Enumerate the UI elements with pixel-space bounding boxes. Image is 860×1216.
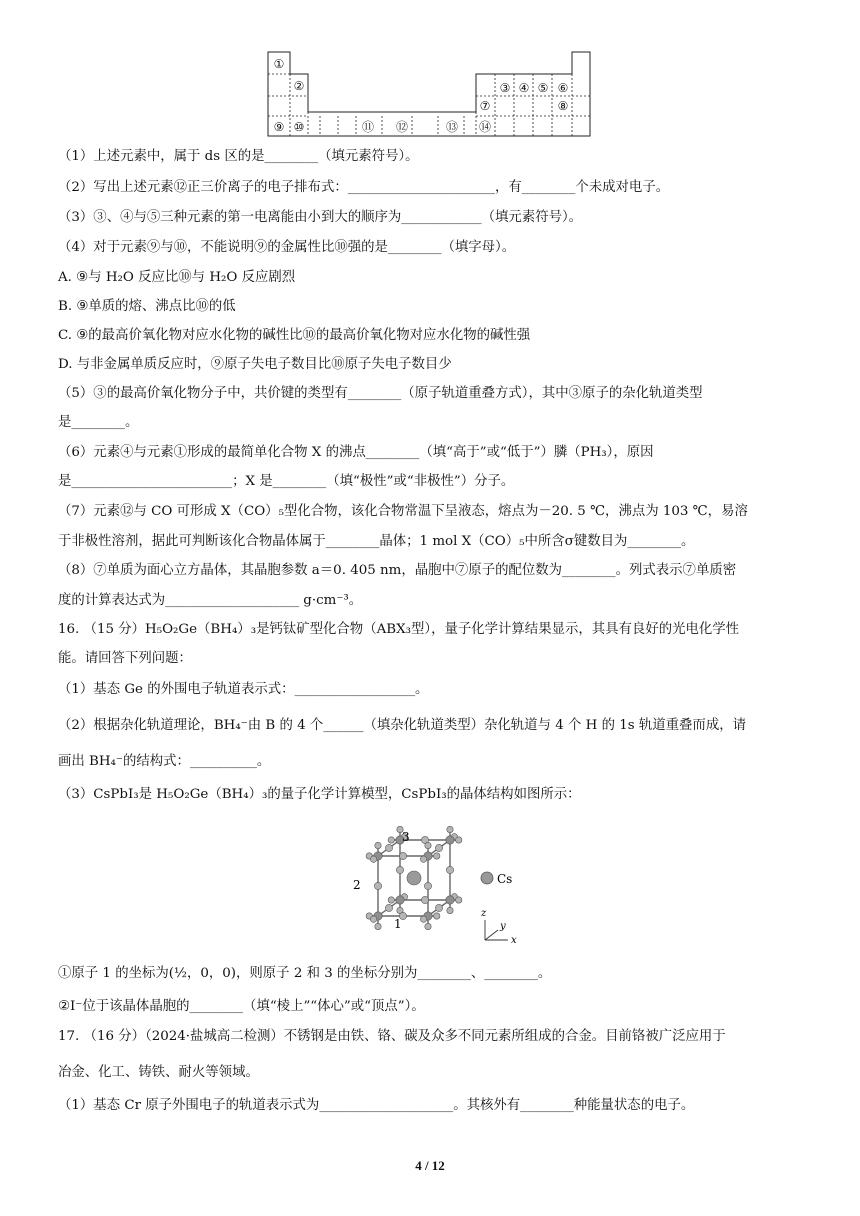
- q15-4-option-d: D. 与非金属单质反应时，⑨原子失电子数目比⑩原子失电子数目少: [58, 357, 452, 372]
- ptable-label-6: ⑥: [557, 81, 569, 95]
- lattice-atom: [447, 826, 453, 832]
- q15-6: （6）元素④与元素①形成的最简单化合物 X 的沸点________（填“高于”或“低于”）膦（PH₃），原因: [58, 445, 654, 460]
- ptable-label-10: ⑩: [293, 120, 305, 134]
- q16-title-cont: 能。请回答下列问题：: [58, 651, 192, 666]
- axis-y: y: [500, 921, 506, 932]
- ptable-label-8: ⑧: [557, 99, 569, 113]
- q16-title: 16. （15 分）H₅O₂Ge（BH₄）₃是钙钛矿型化合物（ABX₃型），量子化学计算结果显示，其具有良好的光电化学性: [58, 622, 740, 637]
- ptable-label-3: ③: [499, 81, 511, 95]
- lattice-atom: [435, 844, 442, 851]
- lattice-atom: [374, 882, 381, 889]
- q15-8-cont: 度的计算表达式为____________________ g·cm⁻³。: [58, 593, 363, 608]
- lattice-atom: [420, 856, 426, 862]
- q15-2: （2）写出上述元素⑫正三价离子的电子排布式：______________________，有________个未成对电子。: [58, 180, 670, 195]
- lattice-atom: [424, 882, 431, 889]
- lattice-atom: [388, 837, 394, 843]
- lattice-atom: [425, 842, 431, 848]
- q15-4-option-c: C. ⑨的最高价氧化物对应水化物的碱性比⑩的最高价氧化物对应水化物的碱性强: [58, 328, 531, 343]
- q16-2: （2）根据杂化轨道理论，BH₄⁻由 B 的 4 个______（填杂化轨道类型）杂化轨道与 4 个 H 的 1s 轨道重叠而成，请: [58, 718, 746, 733]
- lattice-atom: [399, 852, 406, 859]
- lattice-atom: [370, 856, 376, 862]
- lattice-atom: [425, 923, 431, 929]
- lattice-atom: [456, 837, 462, 843]
- atom-label-1: 1: [394, 917, 402, 931]
- q16-2-cont: 画出 BH₄⁻的结构式：__________。: [58, 754, 271, 769]
- q15-1: （1）上述元素中，属于 ds 区的是________（填元素符号）。: [58, 149, 419, 164]
- ptable-label-1: ①: [273, 57, 285, 71]
- lattice-atom: [385, 904, 392, 911]
- q17-title-cont: 冶金、化工、铸铁、耐火等领域。: [58, 1065, 259, 1080]
- ptable-label-2: ②: [293, 79, 305, 93]
- ptable-label-5: ⑤: [537, 81, 549, 95]
- periodic-table-outline: [0, 0, 860, 145]
- atom-label-2: 2: [353, 878, 361, 892]
- q17-title: 17. （16 分）（2024·盐城高二检测）不锈钢是由铁、铬、碳及众多不同元素所组成的合金。目前铬被广泛应用于: [58, 1029, 726, 1044]
- page-number: 4 / 12: [415, 1158, 445, 1173]
- lattice-atom: [388, 897, 394, 903]
- ptable-label-7: ⑦: [479, 99, 491, 113]
- ptable-label-4: ④: [518, 81, 530, 95]
- q15-4: （4）对于元素⑨与⑩，不能说明⑨的金属性比⑩强的是________（填字母）。: [58, 240, 516, 255]
- q16-1: （1）基态 Ge 的外围电子轨道表示式：__________________。: [58, 682, 429, 697]
- q17-1: （1）基态 Cr 原子外围电子的轨道表示式为____________________。其核外有________种能量状态的电子。: [58, 1098, 695, 1113]
- lattice-atom: [446, 896, 454, 904]
- cs-legend-label: Cs: [497, 872, 513, 886]
- q16-3-2: ②I⁻位于该晶体晶胞的________（填“棱上”“体心”或“顶点”）。: [58, 999, 425, 1014]
- lattice-atom: [407, 871, 421, 885]
- ptable-label-14: ⑭: [478, 120, 492, 134]
- q16-3: （3）CsPbI₃是 H₅O₂Ge（BH₄）₃的量子化学计算模型，CsPbI₃的晶体结构如图所示：: [58, 787, 581, 802]
- lattice-atom: [446, 866, 453, 873]
- q15-5-cont: 是________。: [58, 415, 139, 430]
- axis-x: x: [511, 935, 517, 946]
- q15-8: （8）⑦单质为面心立方晶体，其晶胞参数 a＝0. 405 nm，晶胞中⑦原子的配位数为________。列式表示⑦单质密: [58, 563, 737, 578]
- atom-label-3: 3: [402, 830, 410, 844]
- lattice-atom: [434, 913, 440, 919]
- q16-3-1: ①原子 1 的坐标为(½，0，0)，则原子 2 和 3 的坐标分别为________、________。: [58, 966, 552, 981]
- ptable-label-9: ⑨: [273, 120, 285, 134]
- lattice-atom: [375, 923, 381, 929]
- q15-4-option-a: A. ⑨与 H₂O 反应比⑩与 H₂O 反应剧烈: [58, 270, 296, 285]
- q15-6-cont: 是________________________；X 是________（填“极性”或“非极性”）分子。: [58, 474, 515, 489]
- lattice-atom: [385, 844, 392, 851]
- lattice-atom: [370, 916, 376, 922]
- lattice-atom: [375, 842, 381, 848]
- lattice-atom: [456, 897, 462, 903]
- lattice-atom: [447, 907, 453, 913]
- lattice-atom: [396, 866, 403, 873]
- crystal-structure-figure: [330, 812, 550, 952]
- lattice-atom: [446, 836, 454, 844]
- ptable-label-12: ⑫: [395, 120, 409, 134]
- lattice-atom: [420, 916, 426, 922]
- q15-7-cont: 于非极性溶剂，据此可判断该化合物晶体属于________晶体；1 mol X（CO）₅中所含σ键数目为________。: [58, 534, 695, 549]
- cs-legend-atom: [481, 872, 493, 884]
- ptable-label-11: ⑪: [361, 120, 375, 134]
- q15-7: （7）元素⑫与 CO 可形成 X（CO）₅型化合物，该化合物常温下呈液态，熔点为－20. 5 ℃，沸点为 103 ℃，易溶: [58, 504, 748, 519]
- q15-5: （5）③的最高价氧化物分子中，共价键的类型有________（原子轨道重叠方式），其中③原子的杂化轨道类型: [58, 386, 703, 401]
- ptable-label-13: ⑬: [445, 120, 459, 134]
- lattice-atom: [435, 904, 442, 911]
- q15-3: （3）③、④与⑤三种元素的第一电离能由小到大的顺序为____________（填元素符号）。: [58, 210, 583, 225]
- axis-z: z: [481, 908, 487, 919]
- lattice-atom: [434, 853, 440, 859]
- lattice-atom: [396, 896, 404, 904]
- q15-4-option-b: B. ⑨单质的熔、沸点比⑩的低: [58, 299, 236, 314]
- lattice-atom: [421, 896, 428, 903]
